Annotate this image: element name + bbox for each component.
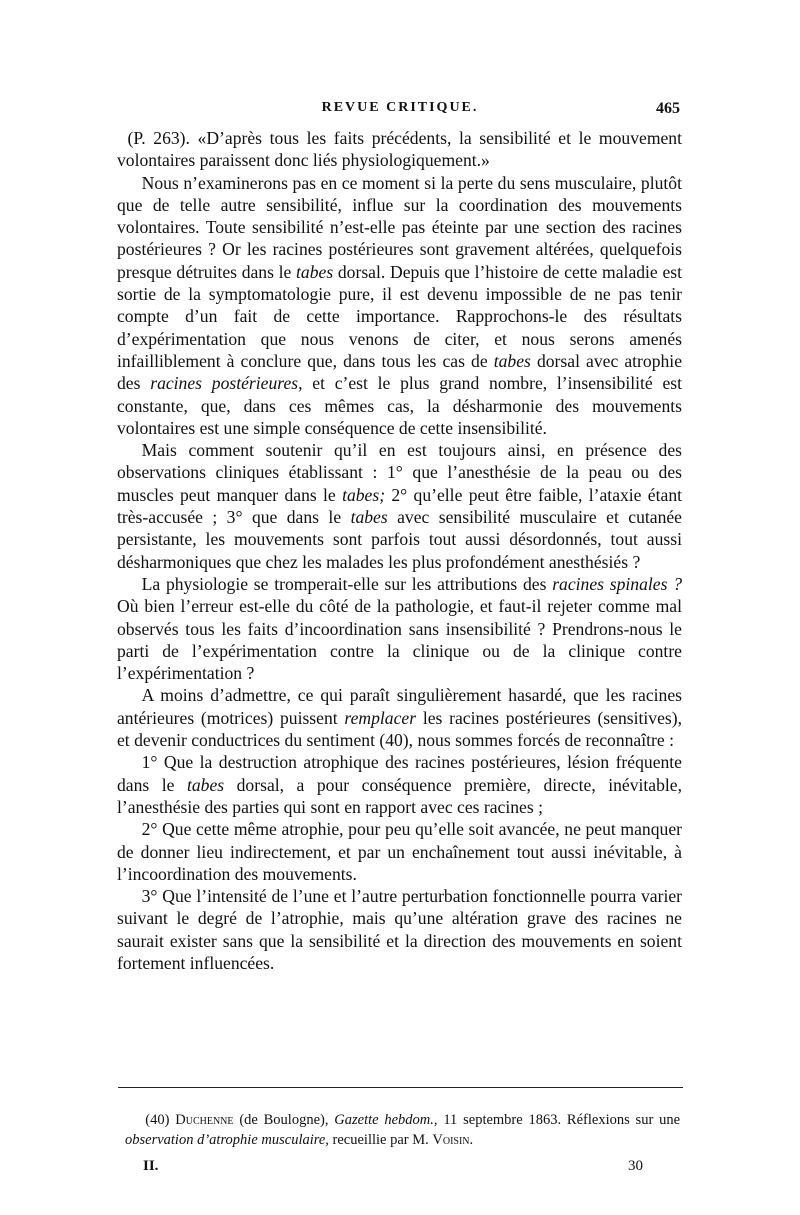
- paragraph-8: 3° Que l’intensité de l’une et l’autre perturbation fonctionnelle pourra varier suivant le degré de l’atrophie, mais qu’une altération grave des racines ne saurait exister sans que la sensibilité et la direction des mouvements en soient fortement influencées.: [117, 886, 682, 973]
- printer-signature: [143, 1158, 643, 1178]
- paragraph-4: La physiologie se tromperait-elle sur les attributions des racines spinales ? Où bien l’erreur est-elle du côté de la pathologie, et faut-il rejeter comme mal observés tous les faits d’incoordination sans insensibilité ? Prendrons-nous le parti de l’expérimentation contre la clinique ou de la clinique contre l’expérimentation ?: [117, 573, 682, 684]
- footnote-rule: [118, 1087, 683, 1088]
- page-number: 465: [656, 100, 680, 117]
- volume-mark: II.: [143, 1158, 159, 1174]
- body-text: [117, 127, 682, 974]
- running-title: REVUE CRITIQUE.: [321, 100, 479, 115]
- footnote: [125, 1110, 680, 1150]
- sheet-number: 30: [628, 1158, 643, 1174]
- paragraph-6: 1° Que la destruction atrophique des racines postérieures, lésion fréquente dans le tabes dorsal, a pour conséquence première, directe, inévitable, l’anesthésie des parties qui sont en rapport avec ces racines ;: [117, 752, 682, 817]
- page-header: [120, 100, 680, 124]
- footnote-40: (40) Duchenne (de Boulogne), Gazette hebdom., 11 septembre 1863. Réflexions sur une observation d’atrophie musculaire, recueillie par M. Voisin.: [125, 1112, 681, 1148]
- paragraph-3: Mais comment soutenir qu’il en est toujours ainsi, en présence des observations cliniques établissant : 1° que l’anesthésie de la peau ou des muscles peut manquer dans le tabes; 2° qu’elle peut être faible, l’ataxie étant très-accusée ; 3° que dans le tabes avec sensibilité musculaire et cutanée persistante, les mouvements sont parfois tout aussi désordonnés, tout aussi désharmoniques que chez les malades les plus profondément anesthésiés ?: [117, 440, 682, 572]
- paragraph-1: (P. 263). «D’après tous les faits précédents, la sensibilité et le mouvement volontaires paraissent donc liés physiologiquement.»: [117, 128, 682, 171]
- paragraph-7: 2° Que cette même atrophie, pour peu qu’elle soit avancée, ne peut manquer de donner lieu indirectement, et par un enchaînement tout aussi inévitable, à l’incoordination des mouvements.: [117, 819, 682, 884]
- paragraph-5: A moins d’admettre, ce qui paraît singulièrement hasardé, que les racines antérieures (motrices) puissent remplacer les racines postérieures (sensitives), et devenir conductrices du sentiment (40), nous sommes forcés de reconnaître :: [117, 685, 682, 751]
- paragraph-2: Nous n’examinerons pas en ce moment si la perte du sens musculaire, plutôt que de telle autre sensibilité, influe sur la coordination des mouvements volontaires. Toute sensibilité n’est-elle pas éteinte par une section des racines postérieures ? Or les racines postérieures sont gravement altérées, quelquefois presque détruites dans le tabes dorsal. Depuis que l’histoire de cette maladie est sortie de la symptomatologie pure, il est devenu impossible de ne pas tenir compte d’un fait de cette importance. Rapprochons-le des résultats d’expérimentation que nous venons de citer, et nous serons amenés infailliblement à conclure que, dans tous les cas de tabes dorsal avec atrophie des racines postérieures, et c’est le plus grand nombre, l’insensibilité est constante, que, dans ces mêmes cas, la désharmonie des mouvements volontaires est une simple conséquence de cette insensibilité.: [117, 172, 683, 438]
